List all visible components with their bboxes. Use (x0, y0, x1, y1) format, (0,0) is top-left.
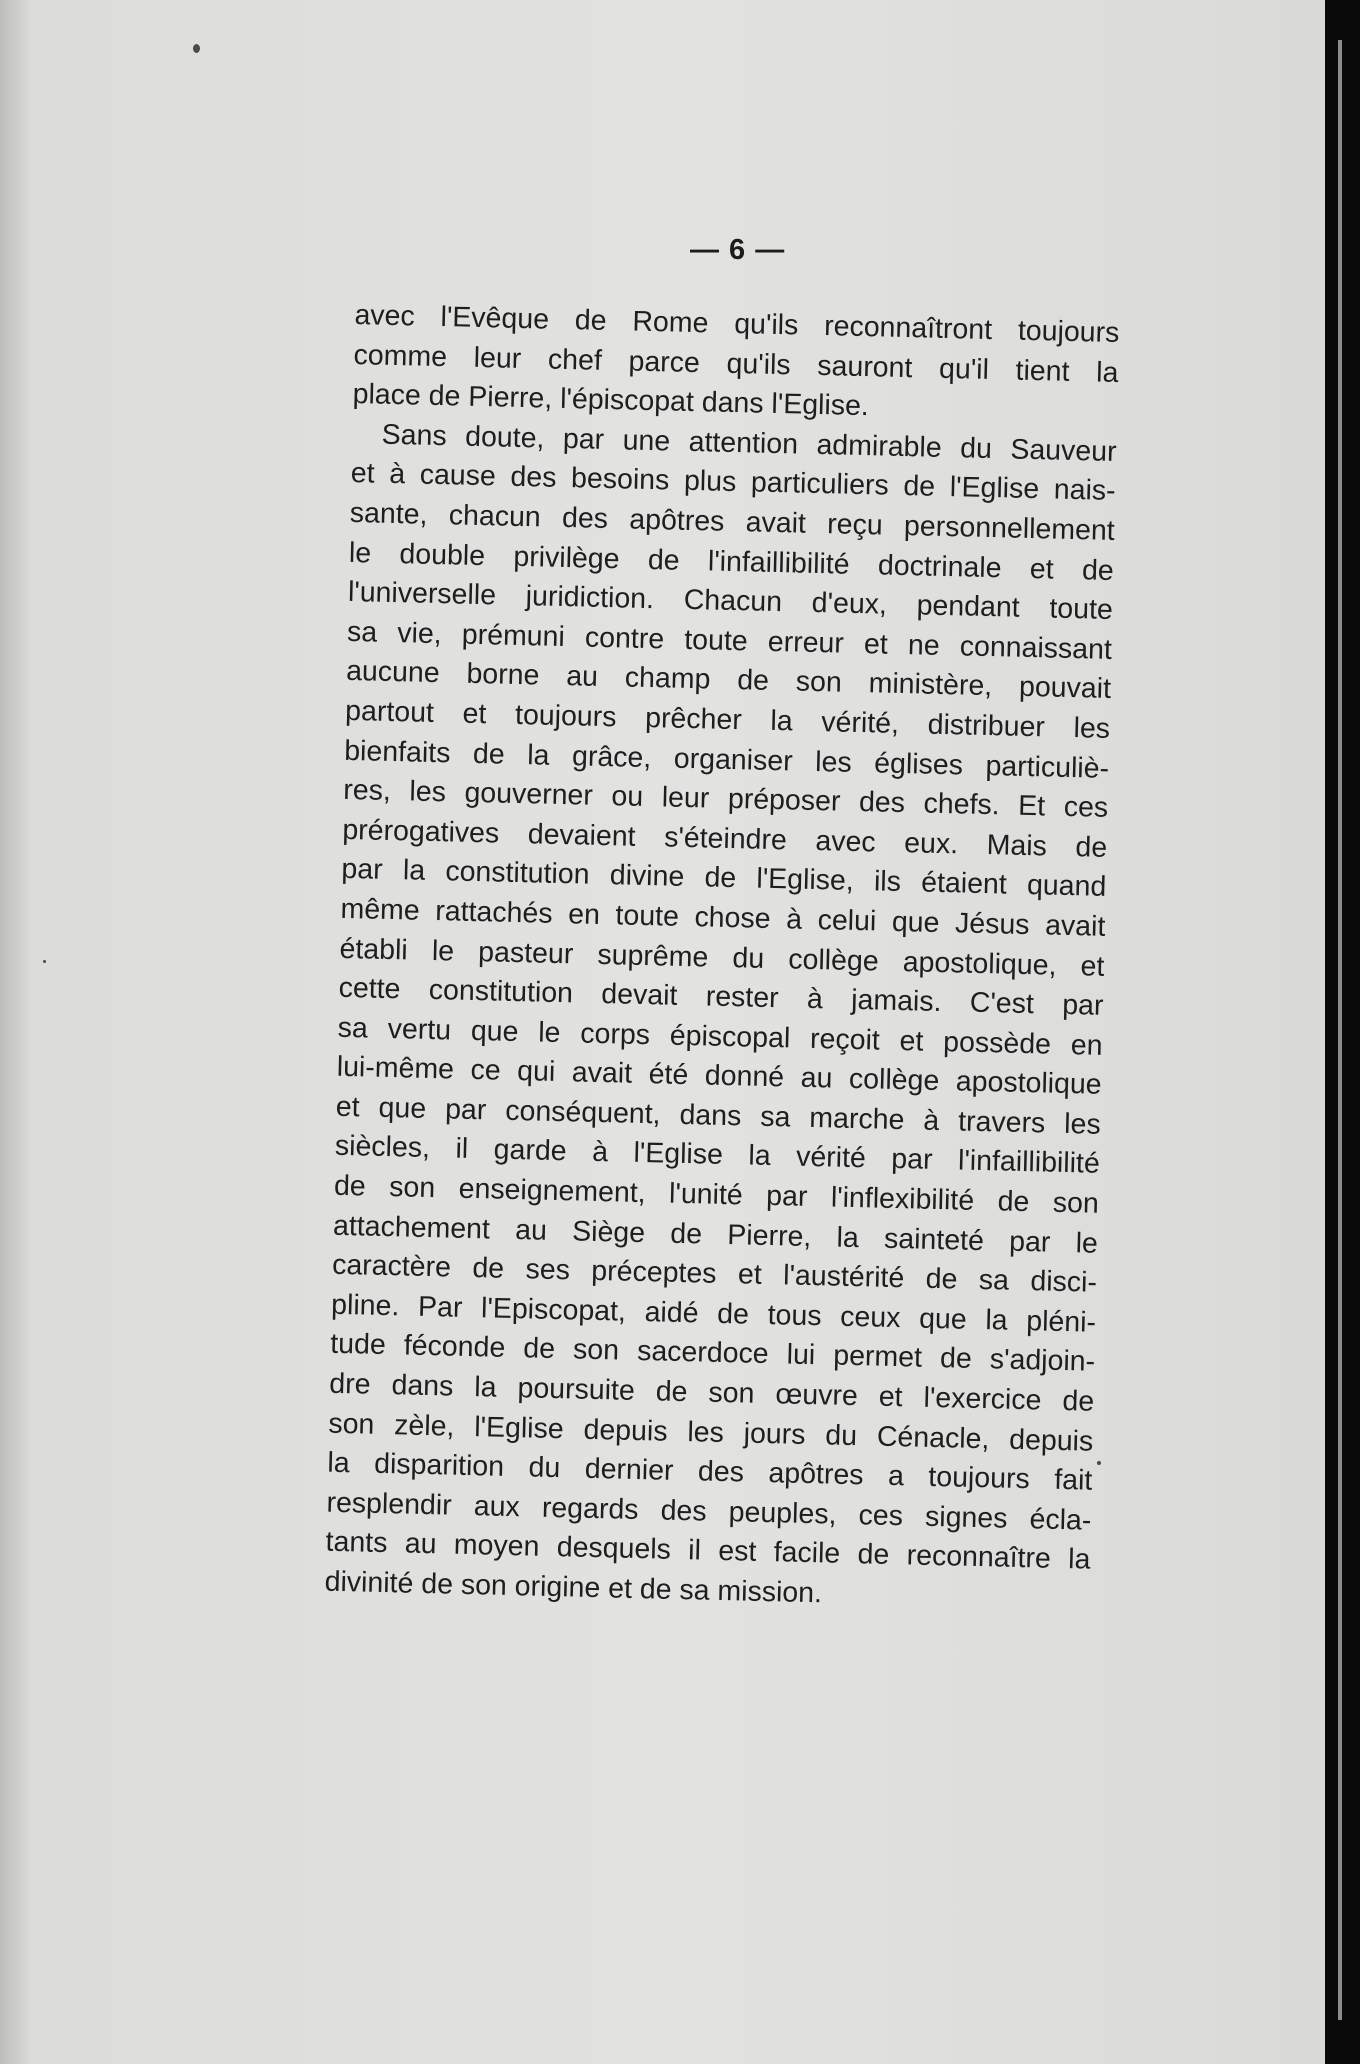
text-line: et que par conséquent, dans sa marche à travers les (335, 1090, 1102, 1141)
text-line: place de Pierre, l'épiscopat dans l'Eglise. (352, 378, 870, 423)
text-line: divinité de son origine et de sa mission. (324, 1565, 823, 1610)
text-line: cette constitution devait rester à jamais. C'est par (338, 971, 1104, 1022)
text-line: bienfaits de la grâce, organiser les églises particuliè- (343, 734, 1110, 785)
text-line: le double privilège de l'infaillibilité doctrinale et de (348, 536, 1115, 587)
text-line: l'universelle juridiction. Chacun d'eux, pendant toute (347, 576, 1114, 627)
text-line: res, les gouverner ou leur préposer des chefs. Et ces (342, 773, 1109, 825)
text-line: comme leur chef parce qu'ils sauront qu'il tient la (353, 338, 1119, 389)
text-line: aucune borne au champ de son ministère, pouvait (345, 655, 1112, 706)
text-line: attachement au Siège de Pierre, la sainteté par le (332, 1209, 1099, 1260)
text-line: de son enseignement, l'unité par l'inflexibilité de son (333, 1169, 1100, 1220)
text-line: tants au moyen desquels il est facile de reconnaître la (325, 1526, 1091, 1577)
text-line: dre dans la poursuite de son œuvre et l'exercice de (328, 1367, 1095, 1418)
dust-speck (1097, 1461, 1101, 1465)
scan-edge-right (1325, 0, 1360, 2064)
dust-speck (193, 44, 200, 53)
scan-shadow-left (0, 0, 30, 2064)
text-line: établi le pasteur suprême du collège apostolique, et (339, 932, 1105, 983)
text-line: tude féconde de son sacerdoce lui permet de s'adjoin- (329, 1328, 1096, 1379)
body-text (324, 296, 1120, 1620)
text-line: resplendir aux regards des peuples, ces signes écla- (326, 1486, 1092, 1537)
text-line: siècles, il garde à l'Eglise la vérité par l'infaillibilité (334, 1130, 1101, 1181)
text-line: avec l'Evêque de Rome qu'ils reconnaîtront toujours (354, 298, 1120, 350)
text-line: sante, chacun des apôtres avait reçu personnellement (349, 496, 1116, 547)
text-line: caractère de ses préceptes et l'austérité de sa disci- (331, 1248, 1098, 1299)
scan-edge-line (1338, 40, 1342, 2020)
text-line: lui-même ce qui avait été donné au collège apostolique (336, 1051, 1102, 1102)
text-line: Sans doute, par une attention admirable du Sauveur (381, 418, 1117, 468)
text-line: partout et toujours prêcher la vérité, distribuer les (344, 694, 1111, 745)
text-line: son zèle, l'Eglise depuis les jours du Cénacle, depuis (328, 1407, 1094, 1458)
text-line: pline. Par l'Episcopat, aidé de tous ceux que la pléni- (330, 1288, 1097, 1339)
dust-speck (43, 960, 46, 963)
text-line: sa vie, prémuni contre toute erreur et ne connaissant (346, 615, 1113, 666)
text-line: et à cause des besoins plus particuliers de l'Eglise nais- (350, 457, 1116, 508)
text-line: par la constitution divine de l'Eglise, ils étaient quand (341, 853, 1107, 904)
text-line: prérogatives devaient s'éteindre avec eux. Mais de (342, 813, 1108, 864)
text-line: même rattachés en toute chose à celui que Jésus avait (340, 892, 1106, 943)
text-line: la disparition du dernier des apôtres a toujours fait (327, 1446, 1093, 1497)
page-number: — 6 — (690, 234, 786, 266)
text-line: sa vertu que le corps épiscopal reçoit et possède en (337, 1011, 1103, 1062)
